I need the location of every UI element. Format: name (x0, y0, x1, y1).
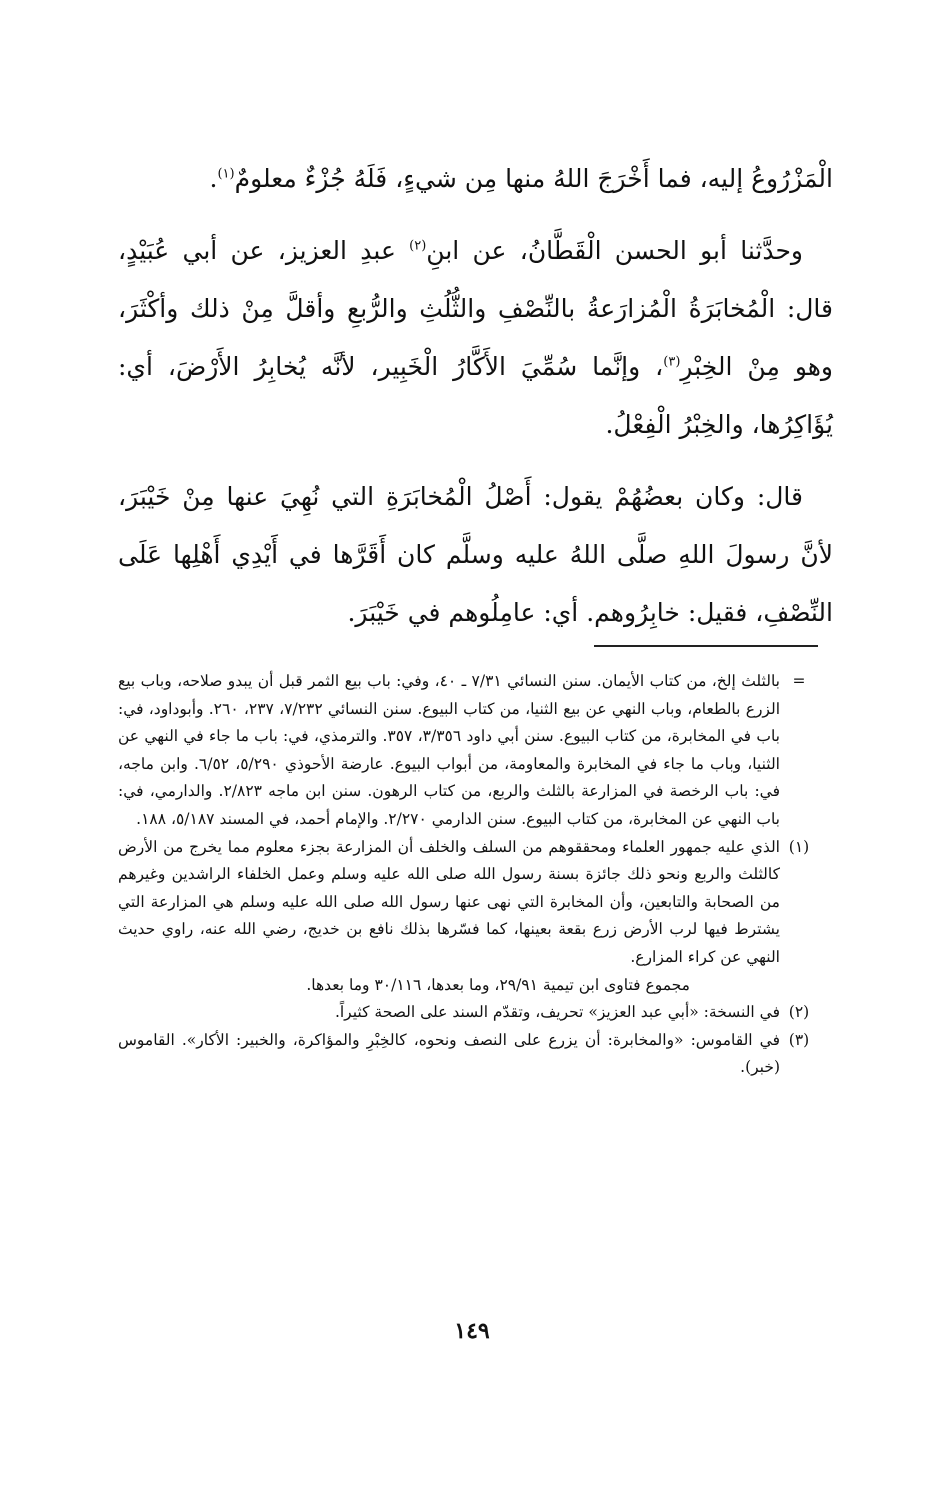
paragraph-2-text-a: وحدَّثنا أبو الحسن الْقَطَّانُ، عن ابنِ (426, 236, 803, 265)
main-text (118, 150, 833, 642)
footnote-ref-1[interactable]: (١) (217, 166, 235, 182)
footnote-2-text: في النسخة: «أبي عبد العزيز» تحريف، وتقدّم السند على الصحة كثيراً. (334, 1003, 780, 1022)
paragraph-1-text: الْمَزْرُوعُ إليه، فما أَخْرَجَ اللهُ منها مِن شيءٍ، فَلَهُ جُزْءٌ معلومٌ (234, 164, 833, 193)
footnotes (118, 668, 818, 1082)
paragraph-3: قال: وكان بعضُهُمْ يقول: أَصْلُ الْمُخابَرَةِ التي نُهِيَ عنها مِنْ خَيْبَرَ، لأنَّ رسولَ اللهِ صلَّى اللهُ عليه وسلَّم كان أَقَرَّها في أَيْدِي أَهْلِها عَلَى النِّصْفِ، فقيل: خابِرُوهم. أي: عامِلُوهم في خَيْبَرَ. (118, 482, 833, 627)
continuation-text: بالثلث إلخ، من كتاب الأيمان. سنن النسائي ٧/٣١ ـ ٤٠، وفي: باب بيع الثمر قبل أن يبدو صلاحه، وباب بيع الزرع بالطعام، وباب النهي عن بيع الثنيا، من كتاب البيوع. سنن النسائي ٧/٢٣٢، ٢٣٧، ٢٦٠. وأبوداود، في: باب في المخابرة، من كتاب البيوع. سنن أبي داود ٣/٣٥٦، ٣٥٧. والترمذي، في: باب ما جاء في النهي عن الثنيا، وباب ما جاء في المخابرة والمعاومة، من أبواب البيوع. عارضة الأحوذي ٥/٢٩٠، ٦/٥٢. وابن ماجه، في: باب الرخصة في المزارعة بالثلث والربع، من كتاب الرهون. سنن ابن ماجه ٢/٨٢٣. والدارمي، في: باب النهي عن المخابرة، من كتاب البيوع. سنن الدارمي ٢/٢٧٠. والإمام أحمد، في المسند ٥/١٨٧، ١٨٨. (118, 672, 781, 828)
footnote-2-mark: (٢) (788, 1003, 810, 1022)
footnote-3-mark: (٣) (788, 1030, 810, 1049)
footnote-ref-2[interactable]: (٢) (409, 238, 427, 254)
page-number: ١٤٩ (454, 1318, 490, 1344)
footnote-ref-3[interactable]: (٣) (663, 354, 681, 370)
paragraph-2 (118, 222, 833, 454)
continuation-mark: = (792, 672, 806, 690)
footnote-separator (594, 645, 818, 647)
footnote-1-mark: (١) (788, 837, 810, 856)
paragraph-1 (118, 150, 833, 208)
paragraph-2-text-c: ، وإنَّما سُمِّيَ الأَكَّارُ الْخَبِير، لأنَّه يُخابِرُ الأَرْضَ، أي: يُؤَاكِرُها، والخِبْرُ الْفِعْلُ. (118, 352, 833, 439)
paragraph-1-end: . (209, 164, 218, 193)
footnote-continuation (118, 668, 818, 834)
footnote-3-text: في القاموس: «والمخابرة: أن يزرع على النصف ونحوه، كالخِبْرِ والمؤاكرة، والخبير: الأكار». القاموس (خبر). (118, 1030, 780, 1077)
paragraph-2-text-b: عبدِ العزيز، عن أبي عُبَيْدٍ، قال: الْمُخابَرَةُ الْمُزارَعةُ بالنِّصْفِ والثُّلُثِ والرُّبعِ وأقلَّ مِنْ ذلك وأكْثَرَ، وهو مِنْ الخِبْرِ (118, 236, 834, 381)
footnote-2 (118, 999, 818, 1027)
footnote-3 (118, 1027, 818, 1082)
footnote-1 (118, 834, 818, 972)
footnote-1-text: الذي عليه جمهور العلماء ومحققوهم من السلف والخلف أن المزارعة بجزء معلوم مما يخرج من الأرض كالثلث والربع ونحو ذلك جائزة بسنة رسول الله صلى الله عليه وسلم وعمل الخلفاء الراشدين وغيرهم من الصحابة والتابعين، وأن المخابرة التي نهى عنها رسول الله صلى الله عليه وسلم هي المزارعة التي يشترط فيها لرب الأرض زرع بقعة بعينها، كما فسّرها بذلك نافع بن خديج، رضي الله عنه، راوي حديث النهي عن كراء المزارع. (118, 837, 780, 966)
footnote-1-source: مجموع فتاوى ابن تيمية ٢٩/٩١، وما بعدها، ٣٠/١١٦ وما بعدها. (306, 975, 690, 994)
